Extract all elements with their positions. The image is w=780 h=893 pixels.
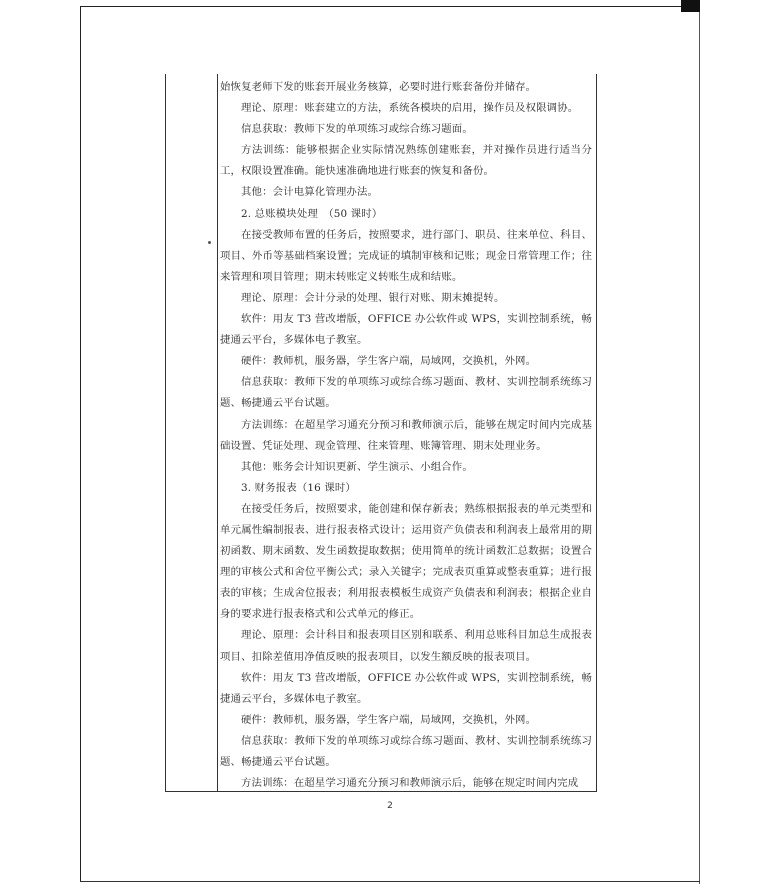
paragraph-method-3: 方法训练：在超星学习通充分预习和教师演示后，能够在规定时间内完成 <box>241 777 579 790</box>
scan-edge-right <box>699 8 700 884</box>
table-content-cell <box>220 77 592 794</box>
paragraph-software-3: 软件：用友 T3 营改增版，OFFICE 办公软件或 WPS，实训控制系统，畅捷通云平台，多媒体电子教室。 <box>220 671 592 705</box>
paragraph-info-2: 信息获取：教师下发的单项练习或综合练习题面、教材、实训控制系统练习题、畅捷通云平台试题。 <box>220 376 592 410</box>
paragraph-reports-task: 在接受任务后，按照要求，能创建和保存新表；熟练根据报表的单元类型和单元属性编制报表、进行报表格式设计；运用资产负债表和利润表上最常用的期初函数、期末函数、发生函数提取数据；使用简单的统计函数汇总数据；设置合理的审核公式和舍位平衡公式；录入关键字；完成表页重算或整表重算；进行报表的审核；生成舍位报表；利用报表模板生成资产负债表和利润表；根据企业自身的要求进行报表格式和公式单元的修正。 <box>220 502 592 621</box>
scan-corner-mark <box>681 0 700 12</box>
paragraph-info-3: 信息获取：教师下发的单项练习或综合练习题面、教材、实训控制系统练习题、畅捷通云平台试题。 <box>220 734 592 768</box>
paragraph-theory-2: 理论、原理：会计分录的处理、银行对账、期末摊提转。 <box>241 291 505 304</box>
paragraph-theory-3: 理论、原理：会计科目和报表项目区别和联系、利用总账科目加总生成报表项目、扣除差值用净值反映的报表项目，以发生额反映的报表项目。 <box>220 629 592 663</box>
paragraph-theory-1: 理论、原理：账套建立的方法，系统各模块的启用，操作员及权限调协。 <box>241 102 579 115</box>
paragraph-other-1: 其他：会计电算化管理办法。 <box>241 186 379 199</box>
paragraph-other-2: 其他：账务会计知识更新、学生演示、小组合作。 <box>241 460 473 473</box>
paragraph-method-2: 方法训练：在超星学习通充分预习和教师演示后，能够在规定时间内完成基础设置、凭证处理、现金管理、往来管理、账簿管理、期末处理业务。 <box>220 418 592 452</box>
paragraph-hardware-2: 硬件：教师机，服务器，学生客户端，局域网，交换机，外网。 <box>241 355 537 368</box>
paragraph-hardware-3: 硬件：教师机，服务器，学生客户端，局域网，交换机，外网。 <box>241 713 537 726</box>
paragraph-method-1: 方法训练：能够根据企业实际情况熟练创建账套，并对操作员进行适当分工，权限设置准确。能快速准确地进行账套的恢复和备份。 <box>220 144 592 178</box>
paragraph-continuation: 始恢复老师下发的账套开展业务核算，必要时进行账套备份并储存。 <box>220 81 537 93</box>
scan-edge-left <box>80 6 81 882</box>
scan-speck <box>208 241 211 244</box>
section-heading-reports: 3. 财务报表（16 课时） <box>241 481 356 494</box>
paragraph-info-1: 信息获取：教师下发的单项练习或综合练习题面。 <box>241 123 473 136</box>
page-number: 2 <box>387 801 393 811</box>
scan-edge-top <box>80 6 700 7</box>
paragraph-software-2: 软件：用友 T3 营改增版，OFFICE 办公软件或 WPS，实训控制系统，畅捷通云平台，多媒体电子教室。 <box>220 313 592 347</box>
paragraph-ledger-task: 在接受教师布置的任务后，按照要求，进行部门、职员、往来单位、科目、项目、外币等基础档案设置；完成证的填制审核和记账；现金日常管理工作；往来管理和项目管理；期末转账定义转账生成和结账。 <box>220 228 592 283</box>
scan-edge-bottom <box>80 881 700 882</box>
section-heading-ledger: 2. 总账模块处理 （50 课时） <box>241 207 383 220</box>
table-column-divider <box>217 74 218 791</box>
